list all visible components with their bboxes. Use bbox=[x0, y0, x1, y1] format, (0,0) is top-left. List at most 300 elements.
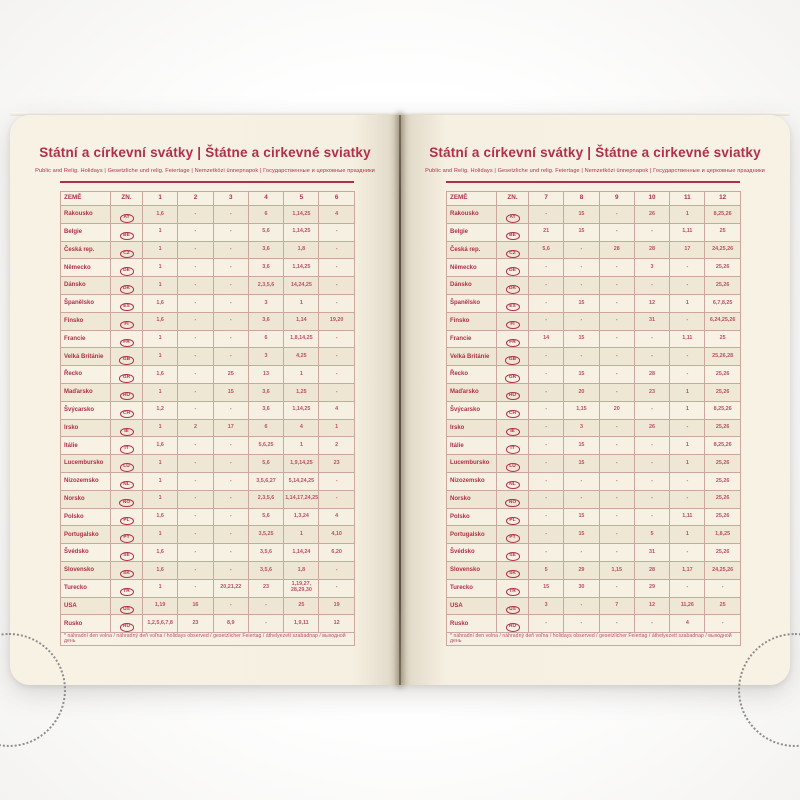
country-code-badge: LU bbox=[506, 463, 520, 472]
holiday-cell: - bbox=[178, 437, 213, 455]
holiday-cell: 14,24,25 bbox=[284, 277, 319, 295]
holiday-cell: 26 bbox=[634, 206, 669, 224]
country-name: Nizozemsko bbox=[447, 472, 497, 490]
holiday-cell: 1,3,24 bbox=[284, 508, 319, 526]
country-code-badge: RU bbox=[506, 623, 520, 632]
country-code-cell bbox=[497, 206, 529, 224]
holiday-cell: 19 bbox=[319, 597, 354, 615]
code-column-header: ZN. bbox=[111, 192, 143, 206]
country-code-cell bbox=[497, 241, 529, 259]
country-column-header: ZEMĚ bbox=[61, 192, 111, 206]
holiday-cell: - bbox=[599, 294, 634, 312]
country-code-cell bbox=[497, 472, 529, 490]
holiday-cell: - bbox=[634, 490, 669, 508]
country-name: Rusko bbox=[61, 615, 111, 633]
holiday-cell: - bbox=[564, 597, 599, 615]
holiday-cell: 25 bbox=[705, 597, 740, 615]
country-name: Itálie bbox=[61, 437, 111, 455]
country-name: Švédsko bbox=[61, 544, 111, 562]
table-row bbox=[447, 544, 741, 562]
table-row bbox=[61, 419, 355, 437]
holiday-cell: - bbox=[248, 615, 283, 633]
holiday-cell: - bbox=[634, 615, 669, 633]
holiday-cell: - bbox=[599, 223, 634, 241]
country-code-badge: ES bbox=[506, 303, 520, 312]
country-code-cell bbox=[111, 401, 143, 419]
country-code-cell bbox=[497, 383, 529, 401]
table-row bbox=[447, 472, 741, 490]
holiday-cell: 29 bbox=[564, 561, 599, 579]
holiday-cell: - bbox=[178, 277, 213, 295]
holiday-cell: 1,14,24 bbox=[284, 544, 319, 562]
country-code-badge: LU bbox=[120, 463, 134, 472]
table-row bbox=[447, 561, 741, 579]
holiday-cell: 25,26 bbox=[705, 508, 740, 526]
country-name: Švýcarsko bbox=[447, 401, 497, 419]
holiday-cell: - bbox=[178, 348, 213, 366]
table-row bbox=[61, 312, 355, 330]
country-code-badge: GR bbox=[119, 374, 133, 383]
holiday-cell: - bbox=[529, 383, 564, 401]
page-subtitle: Public and Relig. Holidays | Gesetzliche und relig. Feiertage | Nemzetközi ünnepnapok | Государственные и церковные праздники bbox=[425, 168, 765, 174]
holiday-cell: - bbox=[213, 294, 248, 312]
table-row bbox=[447, 366, 741, 384]
month-column-header: 9 bbox=[599, 192, 634, 206]
country-name: Belgie bbox=[61, 223, 111, 241]
table-row bbox=[447, 597, 741, 615]
holiday-cell: - bbox=[213, 348, 248, 366]
holiday-cell: - bbox=[319, 277, 354, 295]
holiday-cell: 24,25,26 bbox=[705, 241, 740, 259]
country-name: Švýcarsko bbox=[61, 401, 111, 419]
holiday-cell: - bbox=[178, 561, 213, 579]
holiday-cell: - bbox=[319, 330, 354, 348]
footnote-row bbox=[61, 633, 355, 646]
holiday-cell: - bbox=[599, 312, 634, 330]
holiday-cell: - bbox=[213, 508, 248, 526]
holiday-cell: - bbox=[178, 294, 213, 312]
holiday-cell: - bbox=[634, 348, 669, 366]
table-row bbox=[447, 437, 741, 455]
holiday-cell: 15 bbox=[564, 455, 599, 473]
holiday-cell: 15 bbox=[564, 508, 599, 526]
country-code-badge: DE bbox=[506, 267, 520, 276]
holiday-cell: 1 bbox=[143, 383, 178, 401]
country-code-cell bbox=[497, 508, 529, 526]
table-row bbox=[61, 330, 355, 348]
country-code-cell bbox=[111, 472, 143, 490]
holiday-cell: - bbox=[634, 401, 669, 419]
holiday-cell: - bbox=[599, 544, 634, 562]
country-code-badge: ES bbox=[120, 303, 134, 312]
country-code-cell bbox=[497, 597, 529, 615]
country-code-badge: FI bbox=[120, 321, 134, 330]
country-code-cell bbox=[111, 348, 143, 366]
table-row bbox=[61, 455, 355, 473]
holiday-cell: - bbox=[178, 544, 213, 562]
holiday-cell: 1 bbox=[143, 241, 178, 259]
table-row bbox=[61, 615, 355, 633]
country-code-badge: US bbox=[506, 606, 520, 615]
table-row bbox=[61, 348, 355, 366]
holiday-cell: 1,9,14,25 bbox=[284, 455, 319, 473]
holiday-cell: - bbox=[564, 615, 599, 633]
country-code-badge: CH bbox=[506, 410, 520, 419]
holiday-cell: 24,25,26 bbox=[705, 561, 740, 579]
holiday-cell: - bbox=[599, 455, 634, 473]
holiday-cell: - bbox=[319, 383, 354, 401]
holiday-cell: - bbox=[213, 330, 248, 348]
country-name: Rakousko bbox=[61, 206, 111, 224]
holiday-cell: - bbox=[705, 579, 740, 597]
holiday-cell: 13 bbox=[248, 366, 283, 384]
country-name: Řecko bbox=[61, 366, 111, 384]
holiday-cell: 1 bbox=[670, 401, 705, 419]
country-code-badge: HU bbox=[506, 392, 520, 401]
code-column-header: ZN. bbox=[497, 192, 529, 206]
country-name: Maďarsko bbox=[61, 383, 111, 401]
country-name: Lucembursko bbox=[61, 455, 111, 473]
country-code-cell bbox=[497, 544, 529, 562]
country-name: Portugalsko bbox=[61, 526, 111, 544]
holiday-cell: 2 bbox=[319, 437, 354, 455]
holiday-cell: 11,26 bbox=[670, 597, 705, 615]
holiday-cell: 5,6,25 bbox=[248, 437, 283, 455]
holiday-cell: 25,26 bbox=[705, 455, 740, 473]
holiday-cell: - bbox=[213, 472, 248, 490]
holiday-cell: 25,26 bbox=[705, 472, 740, 490]
holiday-cell: 25,26,28 bbox=[705, 348, 740, 366]
holiday-cell: - bbox=[599, 383, 634, 401]
holiday-cell: 1,14,25 bbox=[284, 259, 319, 277]
holiday-cell: 1 bbox=[143, 277, 178, 295]
holiday-cell: - bbox=[670, 419, 705, 437]
holiday-cell: 1 bbox=[143, 259, 178, 277]
holiday-cell: - bbox=[319, 472, 354, 490]
holiday-cell: 1,6 bbox=[143, 312, 178, 330]
table-row bbox=[61, 437, 355, 455]
holiday-cell: 1,11 bbox=[670, 223, 705, 241]
country-name: Německo bbox=[447, 259, 497, 277]
country-name: Finsko bbox=[61, 312, 111, 330]
holiday-cell: 15 bbox=[529, 579, 564, 597]
table-row bbox=[447, 259, 741, 277]
holiday-cell: - bbox=[705, 615, 740, 633]
table-row bbox=[447, 455, 741, 473]
table-row bbox=[447, 490, 741, 508]
holiday-cell: 1,2 bbox=[143, 401, 178, 419]
holiday-cell: 3,6 bbox=[248, 401, 283, 419]
holiday-cell: - bbox=[178, 312, 213, 330]
holiday-cell: 1,15 bbox=[564, 401, 599, 419]
holiday-cell: 6,20 bbox=[319, 544, 354, 562]
holiday-cell: 1 bbox=[143, 472, 178, 490]
title-rule bbox=[60, 181, 354, 183]
holiday-cell: 3 bbox=[564, 419, 599, 437]
holiday-cell: 5,6 bbox=[248, 223, 283, 241]
holiday-cell: 1,15 bbox=[599, 561, 634, 579]
country-code-cell bbox=[111, 490, 143, 508]
country-code-badge: DK bbox=[506, 285, 520, 294]
country-code-cell bbox=[497, 615, 529, 633]
holiday-cell: - bbox=[319, 366, 354, 384]
holiday-cell: - bbox=[599, 472, 634, 490]
country-code-cell bbox=[497, 277, 529, 295]
holiday-cell: 1,6 bbox=[143, 437, 178, 455]
left-page bbox=[10, 115, 400, 685]
table-row bbox=[61, 561, 355, 579]
table-header-row bbox=[61, 192, 355, 206]
holiday-cell: 15 bbox=[564, 437, 599, 455]
holiday-cell: - bbox=[319, 259, 354, 277]
holiday-cell: 1 bbox=[670, 294, 705, 312]
country-code-cell bbox=[111, 223, 143, 241]
holiday-cell: 15 bbox=[213, 383, 248, 401]
holiday-cell: - bbox=[319, 490, 354, 508]
country-code-cell bbox=[111, 366, 143, 384]
country-name: Španělsko bbox=[61, 294, 111, 312]
holiday-cell: 1 bbox=[143, 330, 178, 348]
holiday-cell: - bbox=[599, 206, 634, 224]
holiday-cell: - bbox=[178, 259, 213, 277]
country-code-badge: NO bbox=[119, 499, 133, 508]
country-name: Dánsko bbox=[61, 277, 111, 295]
country-code-badge: FR bbox=[506, 339, 520, 348]
holiday-cell: - bbox=[599, 348, 634, 366]
holiday-cell: - bbox=[529, 348, 564, 366]
table-row bbox=[447, 277, 741, 295]
page-subtitle: Public and Relig. Holidays | Gesetzliche und relig. Feiertage | Nemzetközi ünnepnapok | Государственные и церковные праздники bbox=[35, 168, 375, 174]
holiday-cell: - bbox=[529, 366, 564, 384]
holiday-cell: 3,6 bbox=[248, 383, 283, 401]
holiday-cell: - bbox=[178, 330, 213, 348]
country-code-badge: NL bbox=[120, 481, 134, 490]
holiday-cell: 2,3,5,6 bbox=[248, 277, 283, 295]
holiday-cell: - bbox=[178, 366, 213, 384]
holiday-cell: 1 bbox=[670, 455, 705, 473]
holiday-cell: 15 bbox=[564, 294, 599, 312]
table-row bbox=[447, 330, 741, 348]
holiday-cell: - bbox=[178, 223, 213, 241]
holiday-cell: 1,8 bbox=[284, 241, 319, 259]
holiday-cell: 3 bbox=[529, 597, 564, 615]
holiday-cell: 31 bbox=[634, 312, 669, 330]
holiday-cell: 1,8,14,25 bbox=[284, 330, 319, 348]
month-column-header: 8 bbox=[564, 192, 599, 206]
holiday-cell: 1,11 bbox=[670, 330, 705, 348]
holiday-cell: 1 bbox=[670, 206, 705, 224]
country-code-badge: FI bbox=[506, 321, 520, 330]
holiday-cell: 6,24,25,26 bbox=[705, 312, 740, 330]
holiday-cell: 8,25,26 bbox=[705, 437, 740, 455]
country-code-cell bbox=[111, 526, 143, 544]
country-code-cell bbox=[111, 579, 143, 597]
country-code-cell bbox=[111, 561, 143, 579]
holiday-cell: 1,14,25 bbox=[284, 206, 319, 224]
country-code-badge: TR bbox=[120, 588, 134, 597]
country-code-cell bbox=[497, 490, 529, 508]
holiday-cell: 1 bbox=[143, 526, 178, 544]
holiday-cell: - bbox=[564, 241, 599, 259]
holiday-cell: 25,26 bbox=[705, 259, 740, 277]
holiday-cell: 3,5,6 bbox=[248, 561, 283, 579]
country-code-badge: CH bbox=[120, 410, 134, 419]
holiday-cell: 20 bbox=[599, 401, 634, 419]
holiday-cell: - bbox=[213, 437, 248, 455]
holiday-cell: - bbox=[213, 241, 248, 259]
country-name: Francie bbox=[447, 330, 497, 348]
country-name: Turecko bbox=[447, 579, 497, 597]
holiday-cell: 1 bbox=[143, 490, 178, 508]
holiday-cell: - bbox=[529, 437, 564, 455]
holiday-cell: - bbox=[319, 348, 354, 366]
country-code-cell bbox=[111, 544, 143, 562]
holiday-cell: 31 bbox=[634, 544, 669, 562]
holiday-cell: - bbox=[529, 312, 564, 330]
holiday-cell: 28 bbox=[599, 241, 634, 259]
country-code-cell bbox=[497, 455, 529, 473]
table-row bbox=[61, 579, 355, 597]
country-code-cell bbox=[497, 419, 529, 437]
holiday-cell: 1,14,17,24,25 bbox=[284, 490, 319, 508]
country-code-cell bbox=[111, 615, 143, 633]
holiday-cell: 20,21,22 bbox=[213, 579, 248, 597]
holiday-cell: 3,5,6,27 bbox=[248, 472, 283, 490]
holiday-cell: - bbox=[178, 206, 213, 224]
holiday-cell: 28 bbox=[634, 241, 669, 259]
country-name: Velká Británie bbox=[447, 348, 497, 366]
holiday-cell: - bbox=[529, 490, 564, 508]
holiday-cell: - bbox=[634, 223, 669, 241]
holiday-cell: 28 bbox=[634, 366, 669, 384]
holiday-cell: - bbox=[529, 259, 564, 277]
holiday-cell: - bbox=[599, 579, 634, 597]
holiday-cell: 1,9,11 bbox=[284, 615, 319, 633]
table-row bbox=[61, 401, 355, 419]
holiday-cell: - bbox=[319, 294, 354, 312]
table-row bbox=[61, 597, 355, 615]
holiday-cell: - bbox=[634, 330, 669, 348]
holiday-cell: - bbox=[213, 597, 248, 615]
holiday-cell: - bbox=[599, 615, 634, 633]
holiday-cell: 1 bbox=[670, 383, 705, 401]
holiday-cell: - bbox=[529, 277, 564, 295]
table-row bbox=[61, 277, 355, 295]
month-column-header: 12 bbox=[705, 192, 740, 206]
holiday-cell: 26 bbox=[634, 419, 669, 437]
holiday-cell: - bbox=[564, 544, 599, 562]
country-code-cell bbox=[111, 312, 143, 330]
country-code-badge: GR bbox=[505, 374, 519, 383]
country-code-badge: AT bbox=[120, 214, 134, 223]
country-code-cell bbox=[497, 223, 529, 241]
holiday-cell: 3,6 bbox=[248, 241, 283, 259]
table-row bbox=[447, 294, 741, 312]
country-code-cell bbox=[111, 259, 143, 277]
country-code-badge: HU bbox=[120, 392, 134, 401]
country-code-cell bbox=[111, 206, 143, 224]
country-name: Slovensko bbox=[447, 561, 497, 579]
country-code-badge: FR bbox=[120, 339, 134, 348]
holiday-cell: 1 bbox=[284, 294, 319, 312]
holiday-cell: - bbox=[670, 348, 705, 366]
holiday-cell: 19,20 bbox=[319, 312, 354, 330]
holiday-cell: - bbox=[319, 561, 354, 579]
holiday-cell: - bbox=[529, 401, 564, 419]
holiday-cell: 8,9 bbox=[213, 615, 248, 633]
country-name: Rakousko bbox=[447, 206, 497, 224]
country-code-badge: RU bbox=[120, 623, 134, 632]
holiday-cell: 1,2,5,6,7,8 bbox=[143, 615, 178, 633]
table-row bbox=[61, 472, 355, 490]
country-code-cell bbox=[111, 455, 143, 473]
holiday-cell: 25 bbox=[284, 597, 319, 615]
country-name: Česká rep. bbox=[61, 241, 111, 259]
holiday-cell: 3,5,25 bbox=[248, 526, 283, 544]
country-name: Rusko bbox=[447, 615, 497, 633]
country-code-badge: NL bbox=[506, 481, 520, 490]
country-code-cell bbox=[497, 259, 529, 277]
holiday-cell: - bbox=[634, 472, 669, 490]
holiday-cell: 23 bbox=[248, 579, 283, 597]
footnote-row bbox=[447, 633, 741, 646]
holiday-cell: 6 bbox=[248, 330, 283, 348]
table-header-row bbox=[447, 192, 741, 206]
country-name: Itálie bbox=[447, 437, 497, 455]
country-code-badge: NO bbox=[505, 499, 519, 508]
holiday-cell: - bbox=[529, 508, 564, 526]
holiday-cell: - bbox=[529, 544, 564, 562]
holiday-cell: 4,25 bbox=[284, 348, 319, 366]
table-row bbox=[447, 312, 741, 330]
country-code-badge: PL bbox=[120, 517, 134, 526]
country-code-badge: PT bbox=[506, 534, 520, 543]
country-name: Švédsko bbox=[447, 544, 497, 562]
holiday-cell: 2,3,5,6 bbox=[248, 490, 283, 508]
holiday-cell: 1,6 bbox=[143, 366, 178, 384]
holiday-cell: - bbox=[529, 455, 564, 473]
country-code-badge: DE bbox=[120, 267, 134, 276]
country-code-badge: BE bbox=[120, 232, 134, 241]
country-code-badge: GB bbox=[505, 356, 519, 365]
holiday-cell: - bbox=[670, 579, 705, 597]
holiday-cell: 1 bbox=[670, 437, 705, 455]
footnote-text: * náhradní den volna / náhradný deň voľna / holidays observed / gesetzlicher Feiertag / áthelyezett szabadnap / выходной день bbox=[447, 633, 741, 646]
holiday-cell: - bbox=[564, 348, 599, 366]
holiday-cell: - bbox=[178, 472, 213, 490]
holiday-cell: 2 bbox=[178, 419, 213, 437]
holiday-cell: - bbox=[178, 455, 213, 473]
month-column-header: 4 bbox=[248, 192, 283, 206]
holiday-cell: 1,19 bbox=[143, 597, 178, 615]
country-code-badge: CZ bbox=[120, 250, 134, 259]
holiday-cell: - bbox=[213, 401, 248, 419]
holiday-cell: 1,6 bbox=[143, 544, 178, 562]
holiday-cell: - bbox=[564, 490, 599, 508]
holiday-cell: 3,6 bbox=[248, 259, 283, 277]
country-code-cell bbox=[497, 294, 529, 312]
holiday-cell: 1 bbox=[284, 526, 319, 544]
table-row bbox=[447, 579, 741, 597]
country-code-cell bbox=[111, 294, 143, 312]
table-row bbox=[447, 206, 741, 224]
holiday-cell: 4,10 bbox=[319, 526, 354, 544]
holiday-cell: - bbox=[634, 508, 669, 526]
holiday-cell: 1,17 bbox=[670, 561, 705, 579]
holiday-cell: - bbox=[670, 490, 705, 508]
holiday-cell: - bbox=[213, 312, 248, 330]
holiday-cell: 17 bbox=[213, 419, 248, 437]
